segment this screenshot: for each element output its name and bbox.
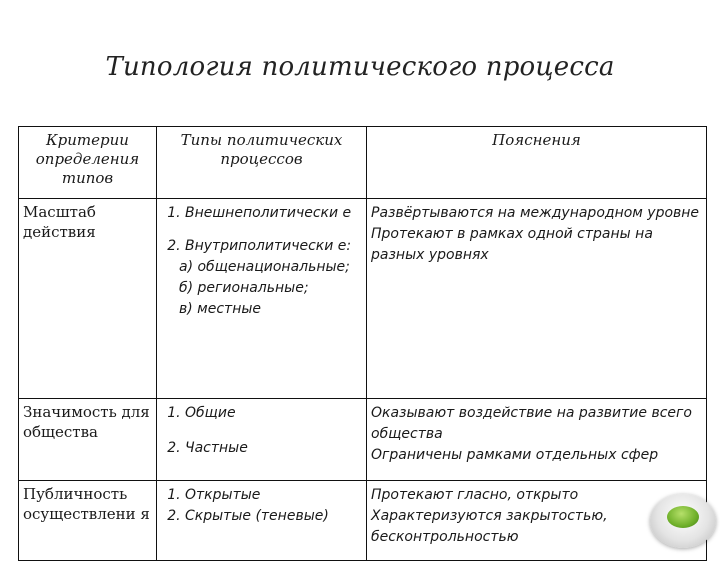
- explanation-line: Оказывают воздействие на развитие всего общества: [371, 405, 692, 442]
- explanation-line: Протекают гласно, открыто: [371, 487, 579, 503]
- header-types: Типы политических процессов: [157, 127, 367, 199]
- leaf-icon: [667, 506, 699, 528]
- typology-table: [18, 126, 707, 561]
- subtype-item: б) региональные;: [179, 280, 309, 296]
- table-row: [19, 481, 707, 561]
- type-item: 1. Внешнеполитически е: [185, 203, 362, 224]
- explanation-line: Протекают в рамках одной страны на разных уровнях: [371, 226, 653, 263]
- slide-title: Типология политического процесса: [105, 52, 615, 82]
- types-cell: [157, 199, 367, 399]
- explanation-cell: [367, 399, 707, 481]
- subtype-item: а) общенациональные;: [179, 259, 350, 275]
- type-item: 1. Открытые: [185, 485, 362, 506]
- explanation-line: Характеризуются закрытостью, бесконтрольностью: [371, 508, 608, 545]
- header-explanations: Пояснения: [367, 127, 707, 199]
- explanation-line: Ограничены рамками отдельных сфер: [371, 447, 659, 463]
- type-item: [179, 236, 362, 320]
- criterion-cell: Масштаб действия: [19, 199, 157, 399]
- type-item: 2. Частные: [185, 438, 362, 459]
- criterion-cell: Значимость для общества: [19, 399, 157, 481]
- table-row: [19, 199, 707, 399]
- table-header-row: [19, 127, 707, 199]
- explanation-cell: [367, 199, 707, 399]
- type-item: 2. Скрытые (теневые): [185, 506, 362, 527]
- explanation-line: Развёртываются на международном уровне: [371, 205, 700, 221]
- subtype-item: в) местные: [179, 301, 262, 317]
- header-criteria: Критерии определения типов: [19, 127, 157, 199]
- types-cell: [157, 481, 367, 561]
- types-cell: [157, 399, 367, 481]
- criterion-cell: Публичность осуществлени я: [19, 481, 157, 561]
- type-item-label: Внутриполитически е:: [185, 238, 352, 254]
- table-row: [19, 399, 707, 481]
- type-item: 1. Общие: [185, 403, 362, 424]
